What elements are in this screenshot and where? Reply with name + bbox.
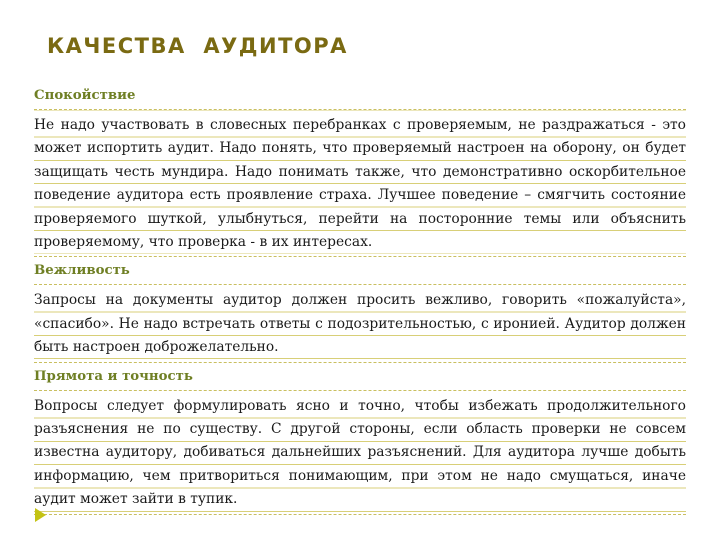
section-heading: Спокойствие [34, 88, 136, 103]
slide-title: КАЧЕСТВА АУДИТОРА [47, 34, 348, 58]
section-directness-body-row [34, 391, 686, 515]
section-politeness-heading-row [34, 257, 686, 285]
section-text: Запросы на документы аудитор должен просить вежливо, говорить «пожалуйста», «спасибо». Не надо встречать ответы с подозрительностью, с иронией. Аудитор должен быть настроен доброжелательно. [34, 285, 686, 359]
section-text: Не надо участвовать в словесных перебранках с проверяемым, не раздражаться - это может испортить аудит. Надо понять, что проверяемый настроен на оборону, он будет защищать честь мундира. Надо понимать также, что демонстративно оскорбительное поведение аудитора есть проявление страха. Лучшее поведение – смягчить состояние проверяемого шуткой, улыбнуться, перейти на посторонние темы или объяснить проверяемому, что проверка - в их интересах. [34, 110, 686, 254]
section-calmness-body-row [34, 110, 686, 257]
content-area [34, 82, 686, 515]
section-text: Вопросы следует формулировать ясно и точно, чтобы избежать продолжительного разъяснения не по существу. С другой стороны, если область проверки не совсем известна аудитору, добиваться дальнейших разъяснений. Для аудитора лучше добыть информацию, чем притвориться понимающим, при этом не надо смущаться, иначе аудит может зайти в тупик. [34, 391, 686, 512]
triangle-bullet-icon [35, 508, 46, 522]
section-directness-heading-row [34, 363, 686, 391]
section-heading: Вежливость [34, 263, 130, 279]
section-calmness-heading-row [34, 82, 686, 110]
section-politeness-body-row [34, 285, 686, 362]
section-heading: Прямота и точность [34, 368, 193, 384]
